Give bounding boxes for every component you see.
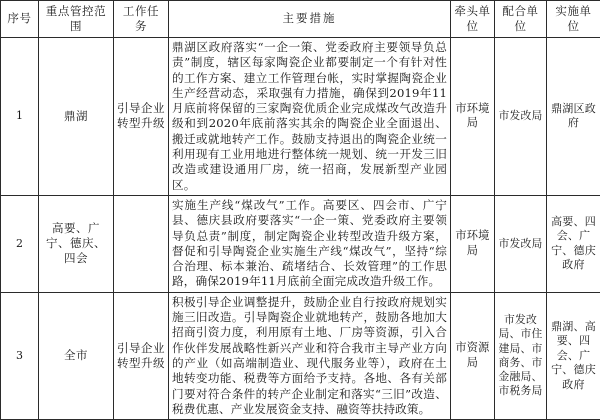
table-header-row <box>1 1 600 38</box>
cell-measure: 鼎湖区政府落实“一企一策、党委政府主要领导负总责”制度，辖区每家陶瓷企业都要制定一个有针对性的工作方案、建立工作管理台帐，实时掌握陶瓷企业生产经营动态，采取强有力措施，确保到2019年11月底前将保留的三家陶瓷优质企业完成煤改气改造升级和到2020年底前落实其余的陶瓷企业全面退出、搬迁或就地转产工作。鼓励支持退出的陶瓷企业统一利用现有工业用地进行整体统一规划、统一开发三旧改造或建设通用厂房，统一招商，发展新型产业园区。 <box>169 38 451 196</box>
cell-impl: 鼎湖区政府 <box>547 38 600 196</box>
table-row <box>1 292 600 419</box>
cell-task <box>114 195 169 292</box>
table-row <box>1 195 600 292</box>
cell-coop: 市发改局 <box>495 195 547 292</box>
cell-task: 引导企业转型升级 <box>114 292 169 419</box>
cell-scope: 高要、广宁、德庆、四会 <box>39 195 114 292</box>
column-header-coop: 配合单位 <box>495 1 547 38</box>
cell-coop: 市发改局、市住建局、市商务、市金融局、市税务局 <box>495 292 547 419</box>
cell-seq: 2 <box>1 195 39 292</box>
table-body <box>1 38 600 420</box>
cell-measure: 积极引导企业调整提升，鼓励企业自行按政府规划实施三旧改造。引导陶瓷企业就地转产，鼓励各地加大招商引资力度，利用原有土地、厂房等资源，引入合作伙伴发展战略性新兴产业和符合我市主导产业方向的产业（如高端制造业、现代服务业等），政府在土地转变功能、税费等方面给予支持。各地、各有关部门要对符合条件的转产企业制定和落实“三旧”改造、税费优惠、产业发展资金支持、融资等扶持政策。 <box>169 292 451 419</box>
cell-impl: 高要、四会、广宁、德庆政府 <box>547 195 600 292</box>
cell-seq: 1 <box>1 38 39 196</box>
cell-lead: 市环境局 <box>451 38 495 196</box>
cell-coop: 市发改局 <box>495 38 547 196</box>
cell-task: 引导企业转型升级 <box>114 38 169 196</box>
table-header <box>1 1 600 38</box>
cell-lead: 市环境局 <box>451 195 495 292</box>
cell-impl: 鼎湖、高要、四会、广宁、德庆政府 <box>547 292 600 419</box>
column-header-measure: 主要措施 <box>169 1 451 38</box>
column-header-seq: 序号 <box>1 1 39 38</box>
table-row <box>1 38 600 196</box>
column-header-impl: 实施单位 <box>547 1 600 38</box>
column-header-lead: 牵头单位 <box>451 1 495 38</box>
cell-measure: 实施生产线“煤改气”工作。高要区、四会市、广宁县、德庆县政府要落实“一企一策、党委政府主要领导负总责”制度，制定陶瓷企业转型改造升级方案，督促和引导陶瓷企业实施生产线“煤改气”，坚持“综合治理、标本兼治、疏堵结合、长效管理”的工作思路，确保2019年11月底前全面完成改造升级工作。 <box>169 195 451 292</box>
cell-scope: 鼎湖 <box>39 38 114 196</box>
cell-scope: 全市 <box>39 292 114 419</box>
cell-lead: 市资源局 <box>451 292 495 419</box>
column-header-scope: 重点管控范围 <box>39 1 114 38</box>
column-header-task: 工作任务 <box>114 1 169 38</box>
cell-seq: 3 <box>1 292 39 419</box>
